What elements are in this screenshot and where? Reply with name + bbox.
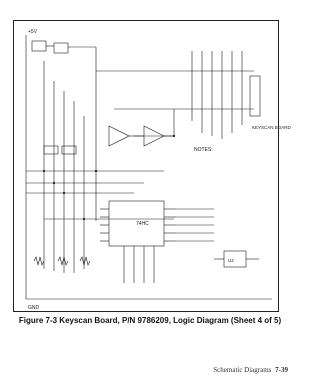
schematic-frame [13, 20, 291, 312]
resistor [58, 257, 68, 265]
page-footer [213, 366, 288, 374]
schematic-diagram [14, 21, 291, 313]
top-component [32, 41, 46, 51]
notes-title: NOTES: [194, 147, 213, 153]
main-ic-label: 74HC [136, 221, 149, 227]
figure-caption: Figure 7-3 Keyscan Board, P/N 9786209, Logic Diagram (Sheet 4 of 5) [18, 316, 282, 325]
footer-section: Schematic Diagrams [213, 366, 272, 374]
small-ic-label: U2 [228, 258, 234, 263]
title-block-box [250, 76, 260, 116]
resistor [34, 257, 44, 265]
top-component [54, 43, 68, 53]
comparator-1 [109, 126, 129, 146]
vcc-label: +5V [28, 29, 38, 35]
resistor [80, 257, 90, 265]
gnd-label: GND [28, 305, 40, 311]
footer-page-number: 7-39 [275, 366, 288, 374]
title-block-label: KEYSCAN BOARD [252, 125, 291, 130]
